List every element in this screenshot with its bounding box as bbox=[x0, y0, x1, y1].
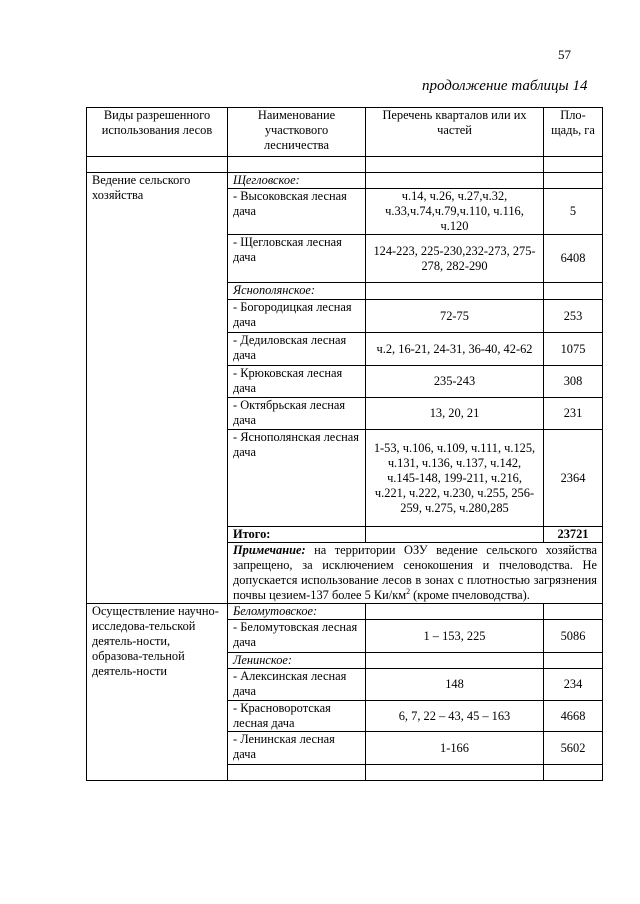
header-quarters: Перечень кварталов или их частей bbox=[366, 108, 544, 157]
forestry-name: - Беломутовская лесная дача bbox=[228, 620, 366, 653]
quarters-cell: 6, 7, 22 – 43, 45 – 163 bbox=[366, 701, 544, 732]
area-cell: 5 bbox=[544, 189, 603, 235]
forestry-name: - Яснополянская лесная дача bbox=[228, 430, 366, 527]
table-header-row bbox=[87, 108, 603, 157]
area-cell: 6408 bbox=[544, 235, 603, 283]
quarters-cell: 72-75 bbox=[366, 300, 544, 333]
forestry-name: - Богородицкая лесная дача bbox=[228, 300, 366, 333]
quarters-cell: 124-223, 225-230,232-273, 275-278, 282-290 bbox=[366, 235, 544, 283]
area-cell: 5602 bbox=[544, 732, 603, 765]
note-superscript: 2 bbox=[406, 586, 411, 596]
quarters-cell: 13, 20, 21 bbox=[366, 398, 544, 430]
total-label: Итого: bbox=[228, 527, 366, 543]
forestry-name: - Щегловская лесная дача bbox=[228, 235, 366, 283]
forestry-name: - Красноворотская лесная дача bbox=[228, 701, 366, 732]
header-forestry-name: Наименование участкового лесничества bbox=[228, 108, 366, 157]
spacer-row bbox=[87, 157, 603, 173]
forestry-name: - Высоковская лесная дача bbox=[228, 189, 366, 235]
quarters-cell: 1-53, ч.106, ч.109, ч.111, ч.125, ч.131, ч.136, ч.137, ч.142, ч.145-148, 199-211, ч.216, ч.221, ч.222, ч.230, ч.255, 256-259, ч.275, ч.280,285 bbox=[366, 430, 544, 527]
forestry-group-belomutovskoe: Беломутовское: bbox=[228, 604, 366, 620]
page-number: 57 bbox=[558, 47, 571, 62]
forestry-name: - Алексинская лесная дача bbox=[228, 669, 366, 701]
forestry-group-yasnopolyanskoe: Яснополянское: bbox=[228, 283, 366, 300]
note-text: на территории ОЗУ ведение сельского хозяйства запрещено, за исключением сенокошения и пчеловодства. Не допускается использование лесов в зонах с плотностью загрязнения почвы цезием-137 более 5 Ки/км bbox=[233, 543, 597, 602]
quarters-cell: 148 bbox=[366, 669, 544, 701]
header-use-types: Виды разрешенного использования лесов bbox=[87, 108, 228, 157]
forestry-group-leninskoe: Ленинское: bbox=[228, 653, 366, 669]
quarters-cell: 1-166 bbox=[366, 732, 544, 765]
quarters-cell: ч.14, ч.26, ч.27,ч.32, ч.33,ч.74,ч.79,ч.110, ч.116, ч.120 bbox=[366, 189, 544, 235]
area-cell: 4668 bbox=[544, 701, 603, 732]
note-cell bbox=[228, 543, 603, 604]
forestry-group-shcheglovskoe: Щегловское: bbox=[228, 173, 366, 189]
note-label: Примечание: bbox=[233, 543, 306, 557]
area-cell: 308 bbox=[544, 366, 603, 398]
use-type-research-education: Осуществление научно-исследова-тельской деятель-ности, образова-тельной деятель-ности bbox=[87, 604, 228, 781]
use-type-agriculture: Ведение сельского хозяйства bbox=[87, 173, 228, 604]
quarters-cell: 235-243 bbox=[366, 366, 544, 398]
table-row bbox=[87, 604, 603, 620]
area-cell: 2364 bbox=[544, 430, 603, 527]
table-row bbox=[87, 173, 603, 189]
area-cell: 231 bbox=[544, 398, 603, 430]
forestry-name: - Крюковская лесная дача bbox=[228, 366, 366, 398]
area-cell: 5086 bbox=[544, 620, 603, 653]
area-cell: 1075 bbox=[544, 333, 603, 366]
table-continuation-caption: продолжение таблицы 14 bbox=[422, 78, 588, 94]
quarters-cell: 1 – 153, 225 bbox=[366, 620, 544, 653]
forest-use-table bbox=[86, 107, 603, 781]
total-value: 23721 bbox=[544, 527, 603, 543]
area-cell: 234 bbox=[544, 669, 603, 701]
area-cell: 253 bbox=[544, 300, 603, 333]
forestry-name: - Дедиловская лесная дача bbox=[228, 333, 366, 366]
header-area: Пло-щадь, га bbox=[544, 108, 603, 157]
forestry-name: - Октябрьская лесная дача bbox=[228, 398, 366, 430]
forestry-name: - Ленинская лесная дача bbox=[228, 732, 366, 765]
note-text-end: (кроме пчеловодства). bbox=[410, 588, 530, 602]
quarters-cell: ч.2, 16-21, 24-31, 36-40, 42-62 bbox=[366, 333, 544, 366]
